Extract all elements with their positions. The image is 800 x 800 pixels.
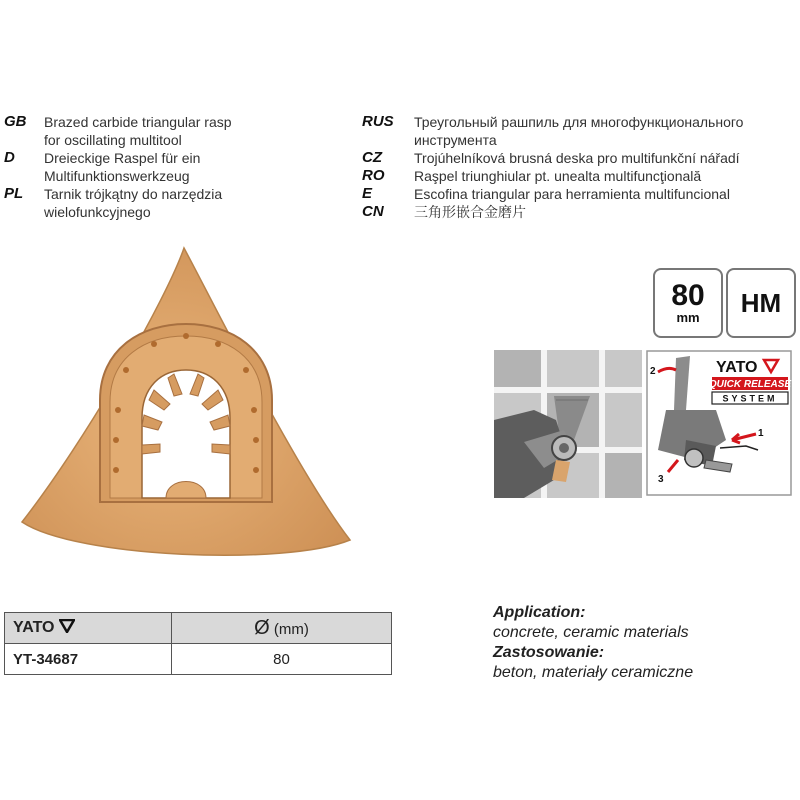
- model-cell: YT-34687: [5, 644, 172, 675]
- qr-line2: SYSTEM: [722, 393, 778, 404]
- qr-brand: YATO: [716, 359, 758, 376]
- description-rus: [362, 113, 792, 149]
- diameter-value-cell: 80: [172, 644, 392, 675]
- description-gb: [4, 113, 304, 149]
- material-badge: [726, 268, 796, 338]
- diameter-icon: Ø: [254, 616, 270, 639]
- size-value: 80: [671, 279, 705, 312]
- description-cz: [362, 149, 792, 167]
- description-block-left: [4, 113, 304, 221]
- lang-code: PL: [4, 185, 24, 202]
- application-text-pl: beton, materiały ceramiczne: [493, 664, 694, 681]
- description-line: Trojúhelníková brusná deska pro multifunkční nářadí: [414, 150, 740, 166]
- step-2: 2: [650, 366, 656, 377]
- step-1: 1: [758, 428, 764, 439]
- description-d: [4, 149, 304, 185]
- step-3: 3: [658, 474, 664, 485]
- size-unit: mm: [676, 310, 700, 325]
- description-line: wielofunkcyjnego: [44, 204, 151, 220]
- lang-code: RUS: [362, 113, 394, 130]
- description-cn: [362, 203, 792, 221]
- description-line: Escofina triangular para herramienta multifuncional: [414, 186, 730, 202]
- lang-code: CN: [362, 203, 384, 220]
- table-diameter-header: [172, 613, 392, 644]
- table-header-row: [5, 613, 392, 644]
- diameter-unit: (mm): [273, 620, 309, 638]
- application-text-en: concrete, ceramic materials: [493, 624, 689, 641]
- triangular-rasp-blade-image: [16, 240, 356, 570]
- application-block: [493, 603, 793, 683]
- application-label-pl: Zastosowanie:: [493, 644, 605, 661]
- lang-code: E: [362, 185, 373, 202]
- lang-code: D: [4, 149, 15, 166]
- table-brand-cell: [5, 613, 172, 644]
- application-label-en: Application:: [493, 604, 586, 621]
- description-block-right: [362, 113, 792, 221]
- description-ro: [362, 167, 792, 185]
- lang-code: CZ: [362, 149, 382, 166]
- description-pl: [4, 185, 304, 221]
- yato-logo-icon: [59, 619, 75, 633]
- material-label: HM: [740, 287, 782, 318]
- description-line: for oscillating multitool: [44, 132, 182, 148]
- description-line: инструмента: [414, 132, 497, 148]
- table-brand: YATO: [13, 619, 55, 636]
- description-line: Multifunktionswerkzeug: [44, 168, 190, 184]
- spec-table: [4, 612, 392, 675]
- description-line: 三角形嵌合金磨片: [414, 204, 526, 220]
- description-e: [362, 185, 792, 203]
- description-line: Dreieckige Raspel für ein: [44, 150, 201, 166]
- description-line: Brazed carbide triangular rasp: [44, 114, 232, 130]
- table-row: [5, 644, 392, 675]
- lang-code: GB: [4, 113, 27, 130]
- size-badge: [653, 268, 723, 338]
- quick-release-illustration: [646, 350, 792, 496]
- description-line: Raşpel triunghiular pt. unealta multifuncţională: [414, 168, 702, 184]
- qr-line1: QUICK RELEASE: [708, 379, 792, 390]
- description-line: Треугольный рашпиль для многофункционального: [414, 114, 744, 130]
- lang-code: RO: [362, 167, 385, 184]
- usage-illustration-tiles: [494, 350, 642, 498]
- description-line: Tarnik trójkątny do narzędzia: [44, 186, 223, 202]
